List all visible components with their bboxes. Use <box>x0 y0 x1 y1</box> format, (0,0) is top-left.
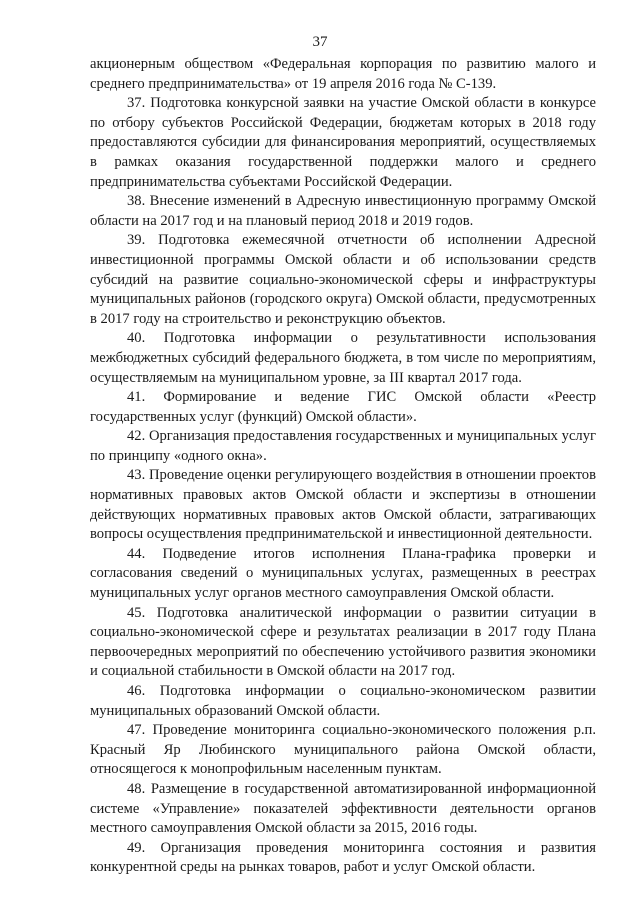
item-number: 47. <box>127 722 146 739</box>
item-number: 49. <box>127 839 146 856</box>
item-number: 37. <box>127 95 146 112</box>
list-item <box>90 780 596 839</box>
list-item <box>90 231 596 329</box>
list-item <box>90 427 596 466</box>
paragraph-text: акционерным обществом «Федеральная корпорация по развитию малого и среднего предпринимательства» от 19 апреля 2016 года № С-139. <box>90 56 596 92</box>
item-text: Проведение мониторинга социально-экономического положения р.п. Красный Яр Любинского муниципального района Омской области, относящегося к монопрофильным населенным пунктам. <box>90 722 596 778</box>
item-text: Подготовка аналитической информации о развитии ситуации в социально-экономической сфере и результатах реализации в 2017 году Плана первоочередных мероприятий по обеспечению устойчивого развития экономики и социальной стабильности в Омской области на 2017 год. <box>90 604 596 680</box>
item-number: 46. <box>127 683 146 699</box>
item-text: Подведение итогов исполнения Плана-графика проверки и согласования сведений о муниципальных услугах, размещенных в реестрах муниципальных услуг органов местного самоуправления Омской области. <box>90 545 596 602</box>
list-item <box>90 329 596 388</box>
item-number: 38. <box>127 193 146 210</box>
paragraph-continuation <box>90 55 596 94</box>
item-text: Подготовка конкурсной заявки на участие Омской области в конкурсе по отбору субъектов Российской Федерации, бюджетам которых в 2018 году предоставляются субсидии для финансирования мероприятий, осуществляемых в рамках оказания государственной поддержки малого и среднего предпринимательства субъектами Российской Федерации. <box>90 95 596 190</box>
item-number: 41. <box>127 389 146 406</box>
document-body <box>90 55 596 878</box>
list-item <box>90 466 596 544</box>
item-text: Подготовка информации о социально-экономическом развитии муниципальных образований Омской области. <box>90 683 596 719</box>
item-text: Внесение изменений в Адресную инвестиционную программу Омской области на 2017 год и на плановый период 2018 и 2019 годов. <box>90 193 596 229</box>
item-text: Формирование и ведение ГИС Омской области «Реестр государственных услуг (функций) Омской области». <box>90 389 596 425</box>
list-item <box>90 682 596 721</box>
item-text: Проведение оценки регулирующего воздействия в отношении проектов нормативных правовых актов Омской области и экспертизы в отношении действующих нормативных правовых актов Омской области, затрагивающих вопросы осуществления предпринимательской и инвестиционной деятельности. <box>90 467 596 543</box>
item-number: 40. <box>127 330 146 347</box>
item-number: 48. <box>127 780 146 797</box>
item-number: 44. <box>127 545 146 562</box>
item-text: Организация проведения мониторинга состояния и развития конкурентной среды на рынках товаров, работ и услуг Омской области. <box>90 839 596 876</box>
item-text: Размещение в государственной автоматизированной информационной системе «Управление» показателей эффективности деятельности органов местного самоуправления Омской области за 2015, 2016 годы. <box>90 780 597 837</box>
item-number: 42. <box>127 428 146 445</box>
item-number: 45. <box>127 604 146 621</box>
item-text: Подготовка информации о результативности использования межбюджетных субсидий федерального бюджета, в том числе по мероприятиям, осуществляемым на муниципальном уровне, за III квартал 2017 года. <box>90 330 596 386</box>
item-text: Подготовка ежемесячной отчетности об исполнении Адресной инвестиционной программы Омской области и об использовании средств субсидий на развитие социально-экономической сферы и инфраструктуры муниципальных районов (городского округа) Омской области, предусмотренных в 2017 году на строительство и реконструкцию объектов. <box>90 232 596 327</box>
list-item <box>90 545 596 604</box>
list-item <box>90 721 596 780</box>
item-number: 39. <box>127 232 146 249</box>
list-item <box>90 839 596 878</box>
list-item <box>90 94 596 192</box>
item-number: 43. <box>127 467 146 484</box>
list-item <box>90 388 596 427</box>
list-item <box>90 192 596 231</box>
page-number: 37 <box>312 34 328 50</box>
list-item <box>90 604 596 682</box>
item-text: Организация предоставления государственных и муниципальных услуг по принципу «одного окна». <box>90 428 596 464</box>
